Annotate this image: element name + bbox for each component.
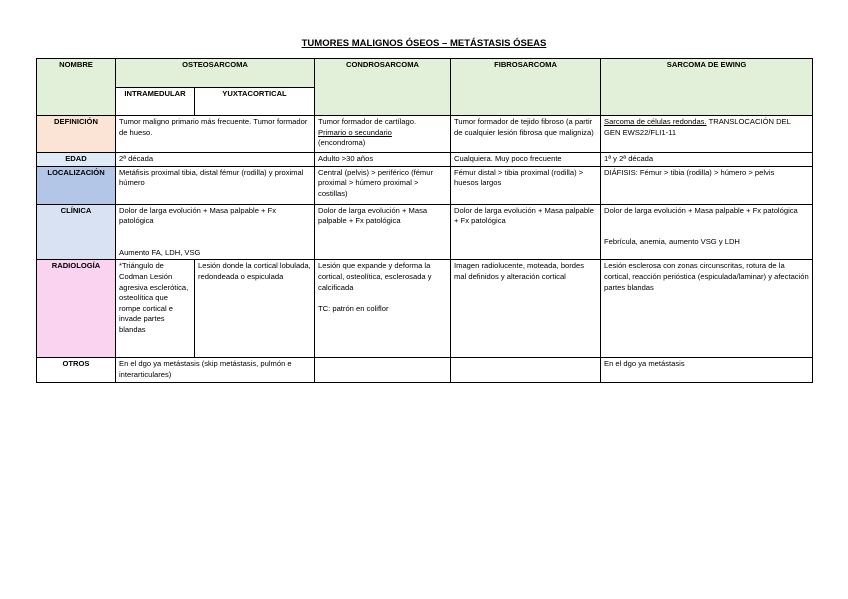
row-label-edad: EDAD	[37, 153, 116, 167]
otros-fibrosarcoma	[451, 358, 601, 382]
table-row	[37, 153, 813, 167]
table-row	[37, 204, 813, 260]
document-title: TUMORES MALIGNOS ÓSEOS – METÁSTASIS ÓSEAS	[301, 38, 547, 49]
header-osteosarcoma: OSTEOSARCOMA	[116, 59, 315, 88]
table-row	[37, 260, 813, 358]
clinica-fibrosarcoma: Dolor de larga evolución + Masa palpable + Fx patológica	[451, 204, 601, 260]
header-sarcoma-ewing: SARCOMA DE EWING	[601, 59, 813, 116]
definicion-condrosarcoma: Tumor formador de cartílago. Primario o secundario (encondroma)	[315, 116, 451, 153]
radiologia-intramedular: *Triángulo de Codman Lesión agresiva esclerótica, osteolítica que rompe cortical e invade partes blandas	[116, 260, 195, 358]
row-label-clinica: CLÍNICA	[37, 204, 116, 260]
clinica-ewing: Dolor de larga evolución + Masa palpable + Fx patológica Febrícula, anemia, aumento VSG y LDH	[601, 204, 813, 260]
radiologia-fibrosarcoma: Imagen radiolucente, moteada, bordes mal definidos y alteración cortical	[451, 260, 601, 358]
radiologia-yuxtacortical: Lesión donde la cortical lobulada, redondeada o espiculada	[195, 260, 315, 358]
row-label-definicion: DEFINICIÓN	[37, 116, 116, 153]
localizacion-condrosarcoma: Central (pelvis) > periférico (fémur proximal > húmero proximal > costillas)	[315, 166, 451, 204]
header-condrosarcoma: CONDROSARCOMA	[315, 59, 451, 116]
row-label-otros: OTROS	[37, 358, 116, 382]
edad-osteosarcoma: 2ª década	[116, 153, 315, 167]
edad-fibrosarcoma: Cualquiera. Muy poco frecuente	[451, 153, 601, 167]
definicion-osteosarcoma: Tumor maligno primario más frecuente. Tumor formador de hueso.	[116, 116, 315, 153]
radiologia-ewing: Lesión esclerosa con zonas circunscritas, rotura de la cortical, reacción perióstica (espiculada/laminar) y afectación partes blandas	[601, 260, 813, 358]
radiologia-condrosarcoma: Lesión que expande y deforma la cortical, osteolítica, esclerosada y calcificada TC: patrón en coliflor	[315, 260, 451, 358]
definicion-fibrosarcoma: Tumor formador de tejido fibroso (a partir de cualquier lesión fibrosa que maligniza)	[451, 116, 601, 153]
localizacion-ewing: DIÁFISIS: Fémur > tibia (rodilla) > húmero > pelvis	[601, 166, 813, 204]
header-intramedular: INTRAMEDULAR	[116, 88, 195, 116]
localizacion-fibrosarcoma: Fémur distal > tibia proximal (rodilla) > huesos largos	[451, 166, 601, 204]
row-label-radiologia: RADIOLOGÍA	[37, 260, 116, 358]
header-fibrosarcoma: FIBROSARCOMA	[451, 59, 601, 116]
localizacion-osteosarcoma: Metáfisis proximal tibia, distal fémur (rodilla) y proximal húmero	[116, 166, 315, 204]
edad-condrosarcoma: Adulto >30 años	[315, 153, 451, 167]
table-row	[37, 166, 813, 204]
definicion-ewing: Sarcoma de células redondas. TRANSLOCACIÓN DEL GEN EWS22/FLI1-11	[601, 116, 813, 153]
table-row	[37, 116, 813, 153]
header-nombre: NOMBRE	[37, 59, 116, 116]
clinica-osteosarcoma: Dolor de larga evolución + Masa palpable + Fx patológica Aumento FA, LDH, VSG	[116, 204, 315, 260]
table-row	[37, 358, 813, 382]
otros-condrosarcoma	[315, 358, 451, 382]
otros-osteosarcoma: En el dgo ya metástasis (skip metástasis, pulmón e interarticulares)	[116, 358, 315, 382]
clinica-condrosarcoma: Dolor de larga evolución + Masa palpable + Fx patológica	[315, 204, 451, 260]
row-label-localizacion: LOCALIZACIÓN	[37, 166, 116, 204]
otros-ewing: En el dgo ya metástasis	[601, 358, 813, 382]
edad-ewing: 1ª y 2ª década	[601, 153, 813, 167]
header-yuxtacortical: YUXTACORTICAL	[195, 88, 315, 116]
tumor-comparison-table	[36, 58, 813, 383]
